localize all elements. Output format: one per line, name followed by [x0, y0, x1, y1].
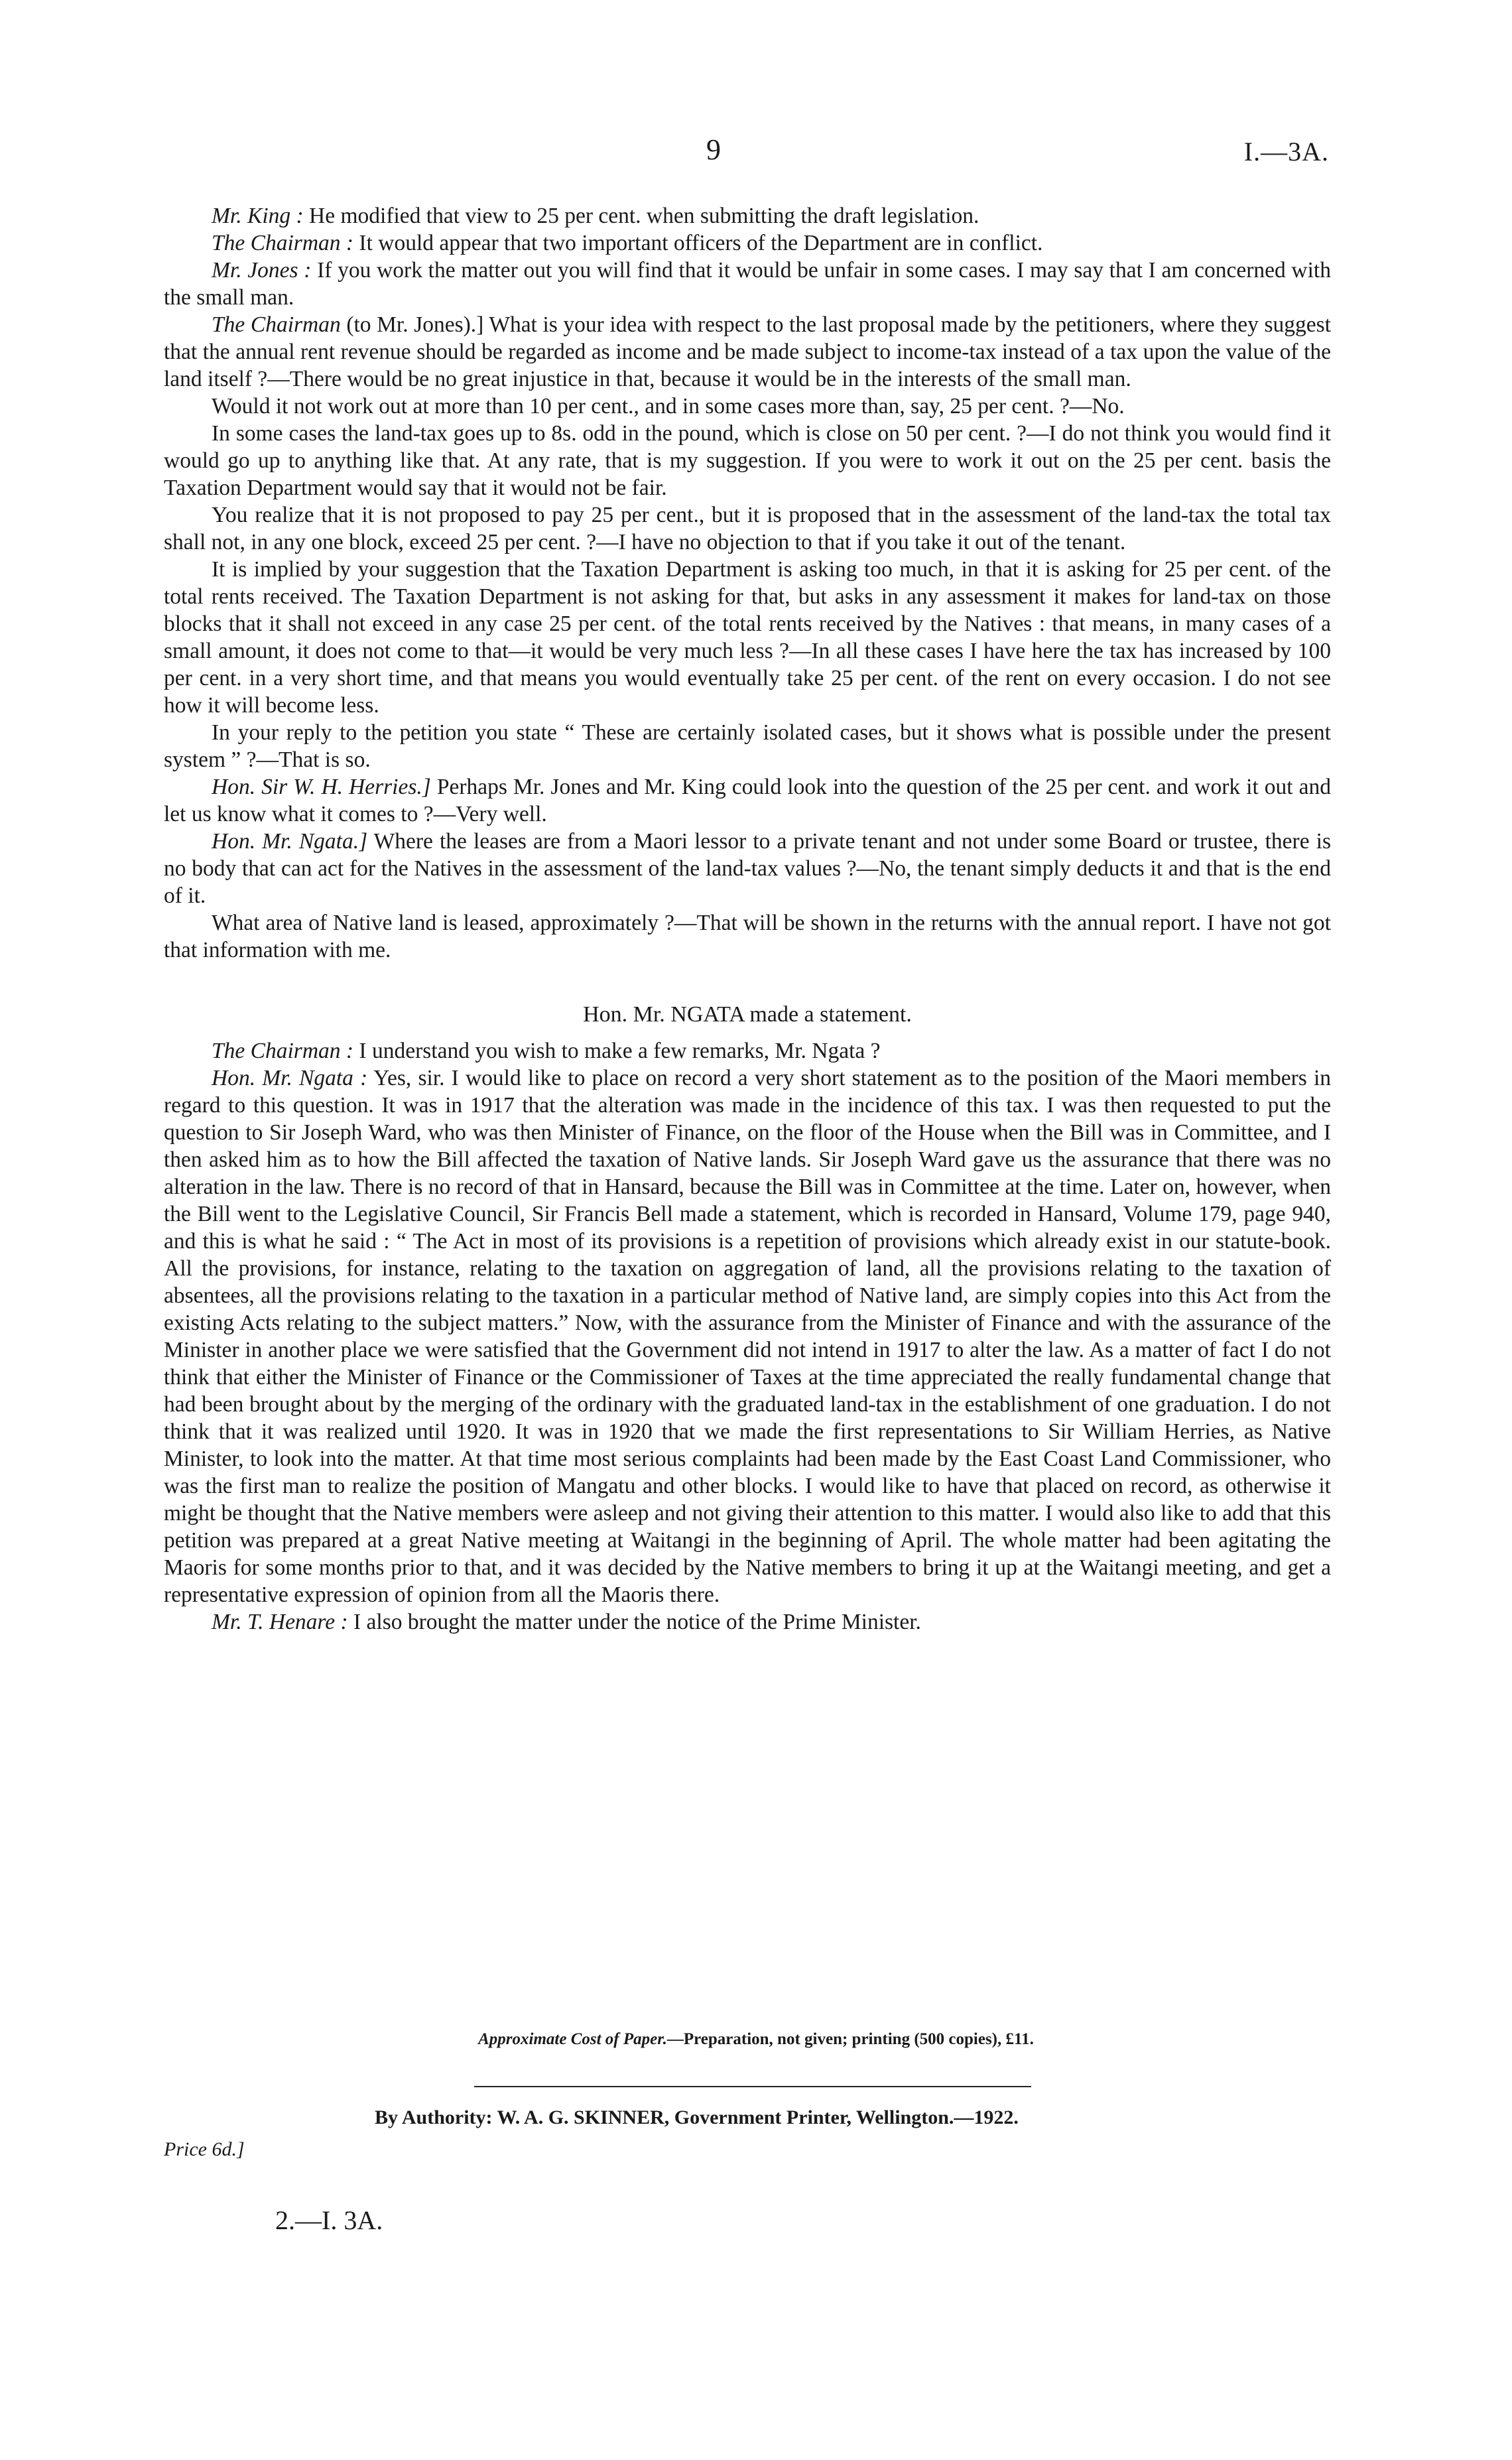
paragraph-text: Would it not work out at more than 10 per cent., and in some cases more than, say, 25 per cent. ?—No. — [212, 394, 1125, 419]
cost-label: Approximate Cost of Paper. — [478, 2030, 667, 2048]
document-body — [164, 202, 1331, 1636]
sheet-signature: 2.—I. 3A. — [275, 2205, 383, 2235]
paragraph — [164, 393, 1331, 420]
speaker: The Chairman : — [212, 231, 354, 255]
section-heading: Hon. Mr. NGATA made a statement. — [583, 1002, 912, 1027]
paragraph — [164, 202, 1331, 229]
paragraph — [164, 556, 1331, 719]
paragraph-text: He modified that view to 25 per cent. when submitting the draft legislation. — [303, 204, 979, 228]
paragraph — [164, 909, 1331, 964]
speaker: Mr. T. Henare : — [212, 1610, 348, 1634]
speaker: Hon. Sir W. H. Herries.] — [212, 775, 431, 799]
page-number: 9 — [706, 133, 721, 166]
cost-text: —Preparation, not given; printing (500 copies), £11. — [666, 2030, 1034, 2048]
speaker: Hon. Mr. Ngata.] — [212, 829, 368, 854]
paragraph-text: You realize that it is not proposed to pay 25 per cent., but it is proposed that in the assessment of the land-tax the total tax shall not, in any one block, exceed 25 per cent. ?—I have no objection to that if you take it out of the tenant. — [164, 503, 1331, 554]
document-reference: I.—3A. — [1243, 137, 1329, 166]
paragraph-text: It would appear that two important officers of the Department are in conflict. — [353, 231, 1043, 255]
paragraph — [164, 773, 1331, 828]
paragraph-text: In some cases the land-tax goes up to 8s. odd in the pound, which is close on 50 per cent. ?—I do not think you would find it would go up to anything like that. At any rate, that is my suggestion. If you were to work it out on the 25 per cent. basis the Taxation Department would say that it would not be fair. — [164, 421, 1331, 500]
paragraph — [164, 257, 1331, 311]
paragraph — [164, 501, 1331, 556]
speaker: The Chairman — [212, 312, 341, 337]
speaker: Hon. Mr. Ngata : — [212, 1066, 368, 1090]
paragraph — [164, 1065, 1331, 1608]
paragraph-text: I understand you wish to make a few remarks, Mr. Ngata ? — [353, 1039, 881, 1063]
paragraph — [164, 719, 1331, 773]
paragraph-text: (to Mr. Jones).] What is your idea with respect to the last proposal made by the petitioners, where they suggest that the annual rent revenue should be regarded as income and be made subject to income-tax instead of a tax upon the value of the land itself ?—There would be no great injustice in that, because it would be in the interests of the small man. — [164, 312, 1331, 391]
paragraph-text: If you work the matter out you will find that it would be unfair in some cases. I may say that I am concerned with the small man. — [164, 258, 1331, 310]
paragraph — [164, 420, 1331, 501]
paragraph — [164, 229, 1331, 257]
paragraph-text: Perhaps Mr. Jones and Mr. King could look into the question of the 25 per cent. and work it out and let us know what it comes to ?—Very well. — [164, 775, 1331, 826]
paragraph-text: What area of Native land is leased, approximately ?—That will be shown in the returns with the annual report. I have not got that information with me. — [164, 911, 1331, 962]
paragraph-text: Where the leases are from a Maori lessor to a private tenant and not under some Board or trustee, there is no body that can act for the Natives in the assessment of the land-tax values ?—No, the tenant simply deducts it and that is the end of it. — [164, 829, 1331, 908]
speaker: The Chairman : — [212, 1039, 354, 1063]
speaker: Mr. Jones : — [212, 258, 312, 283]
cost-of-paper-note — [0, 2030, 1512, 2049]
paragraph — [164, 1037, 1331, 1065]
paragraph-text: It is implied by your suggestion that the Taxation Department is asking too much, in that it is asking for 25 per cent. of the total rents received. The Taxation Department is not asking for that, but asks in any assessment it makes for land-tax on those blocks that it shall not exceed in any case 25 per cent. of the total rents received by the Natives : that means, in many cases of a small amount, it does not come to that—it would be very much less ?—In all these cases I have here the tax has increased by 100 per cent. in a very short time, and that means you would eventually take 25 per cent. of the rent on every occasion. I do not see how it will become less. — [164, 557, 1331, 718]
paragraph — [164, 828, 1331, 909]
speaker: Mr. King : — [212, 204, 304, 228]
paragraph-text: In your reply to the petition you state “ These are certainly isolated cases, but it shows what is possible under the present system ” ?—That is so. — [164, 720, 1331, 772]
paragraph-text: I also brought the matter under the notice of the Prime Minister. — [347, 1610, 921, 1634]
paragraph-text: Yes, sir. I would like to place on record a very short statement as to the position of the Maori members in regard to this question. It was in 1917 that the alteration was made in the incidence of this tax. I was then requested to put the question to Sir Joseph Ward, who was then Minister of Finance, on the floor of the House when the Bill was in Committee, and I then asked him as to how the Bill affected the taxation of Native lands. Sir Joseph Ward gave us the assurance that there was no alteration in the law. There is no record of that in Hansard, because the Bill was in Committee at the time. Later on, however, when the Bill went to the Legislative Council, Sir Francis Bell made a statement, which is recorded in Hansard, Volume 179, page 940, and this is what he said : “ The Act in most of its provisions is a repetition of provisions which already exist in our statute-book. All the provisions, for instance, relating to the taxation on aggregation of land, all the provisions relating to the taxation of absentees, all the provisions relating to the taxation in a particular method of Native land, are simply copies into this Act from the existing Acts relating to the subject matters.” Now, with the assurance from the Minister of Finance and with the assurance of the Minister in another place we were satisfied that the Government did not intend in 1917 to alter the law. As a matter of fact I do not think that either the Minister of Finance or the Commissioner of Taxes at the time appreciated the really fundamental change that had been brought about by the merging of the ordinary with the graduated land-tax in the establishment of one graduation. I do not think that it was realized until 1920. It was in 1920 that we made the first representations to Sir William Herries, as Native Minister, to look into the matter. At that time most serious complaints had been made by the East Coast Land Commissioner, who was the first man to realize the position of Mangatu and other blocks. I would like to have that placed on record, as otherwise it might be thought that the Native members were asleep and not giving their attention to this matter. I would also like to add that this petition was prepared at a great Native meeting at Waitangi in the beginning of April. The whole matter had been agitating the Maoris for some months prior to that, and it was decided by the Native members to bring it up at the Waitangi meeting, and get a representative expression of opinion from all the Maoris there. — [164, 1066, 1331, 1607]
price: Price 6d.] — [164, 2138, 245, 2160]
paragraph — [164, 311, 1331, 393]
printer-authority: By Authority: W. A. G. SKINNER, Government Printer, Wellington.—1922. — [375, 2106, 1019, 2128]
paragraph — [164, 1608, 1331, 1636]
divider-rule — [474, 2086, 1031, 2087]
